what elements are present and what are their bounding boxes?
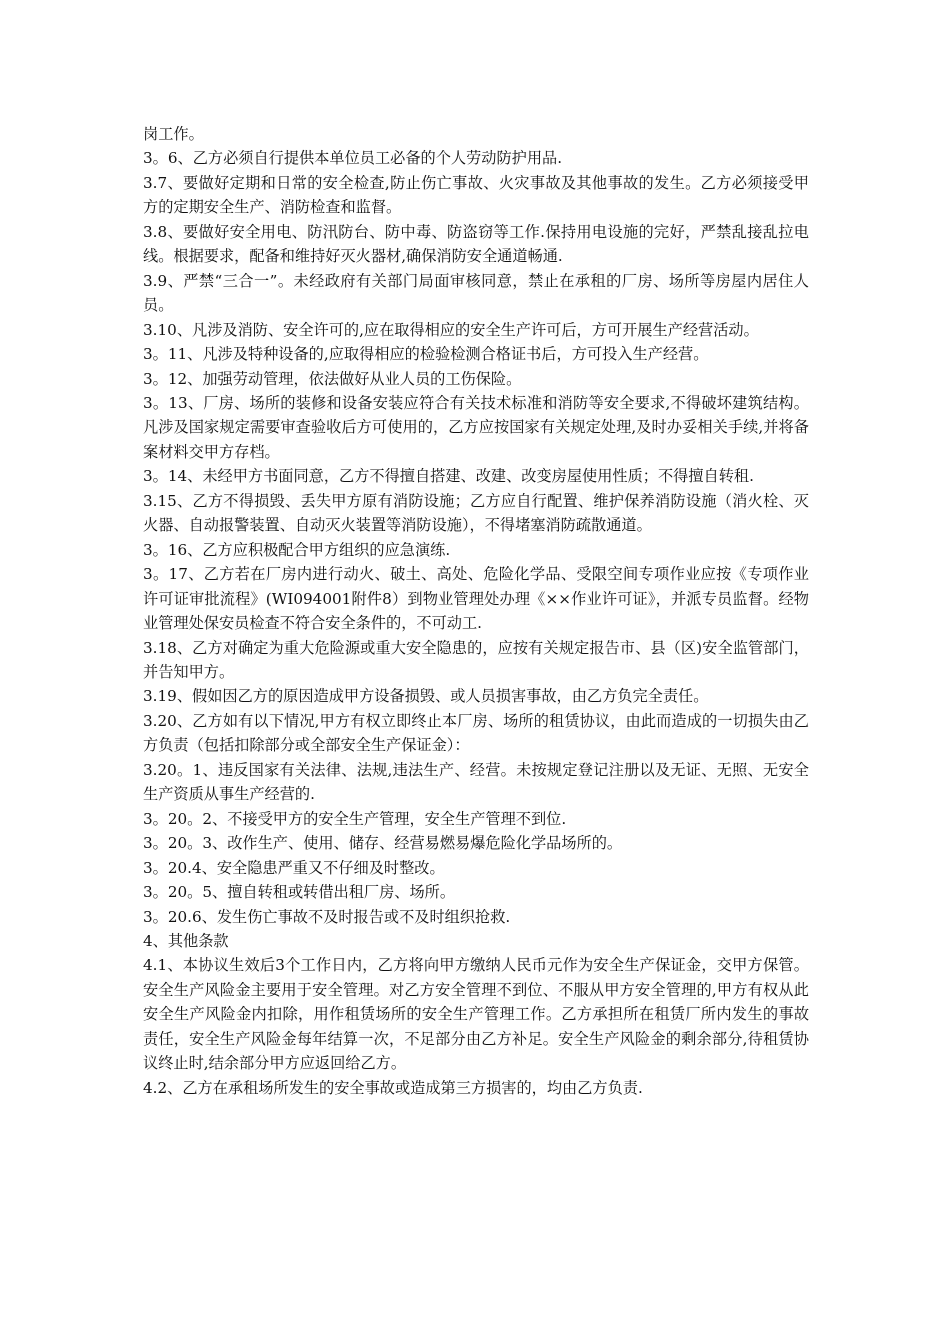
- paragraph-3-20-5: 3。20。5、擅自转租或转借出租厂房、场所。: [143, 883, 456, 902]
- paragraph-3-6: 3。6、乙方必须自行提供本单位员工必备的个人劳动防护用品.: [143, 149, 563, 168]
- paragraph-3-7: 3.7、要做好定期和日常的安全检查,防止伤亡事故、火灾事故及其他事故的发生。乙方必须接受甲方的定期安全生产、消防检查和监督。: [143, 173, 809, 217]
- paragraph-3-20-3: 3。20。3、改作生产、使用、储存、经营易燃易爆危险化学品场所的。: [143, 834, 623, 853]
- paragraph-3-11: 3。11、凡涉及特种设备的,应取得相应的检验检测合格证书后，方可投入生产经营。: [143, 345, 709, 364]
- paragraph-0: 岗工作。: [143, 125, 204, 143]
- paragraph-3-16: 3。16、乙方应积极配合甲方组织的应急演练.: [143, 540, 451, 559]
- section-heading-4: 4、其他条款: [143, 931, 229, 950]
- paragraph-3-20-2: 3。20。2、不接受甲方的安全生产管理，安全生产管理不到位.: [143, 809, 567, 828]
- paragraph-3-20-6: 3。20.6、发生伤亡事故不及时报告或不及时组织抢救.: [143, 907, 511, 926]
- paragraph-3-18: 3.18、乙方对确定为重大危险源或重大安全隐患的，应按有关规定报告市、县（区)安全监管部门，并告知甲方。: [143, 638, 809, 681]
- paragraph-3-14: 3。14、未经甲方书面同意，乙方不得擅自搭建、改建、改变房屋使用性质；不得擅自转租.: [143, 467, 754, 486]
- paragraph-3-15: 3.15、乙方不得损毁、丢失甲方原有消防设施；乙方应自行配置、维护保养消防设施（消火栓、灭火器、自动报警装置、自动灭火装置等消防设施），不得堵塞消防疏散通道。: [143, 491, 809, 535]
- paragraph-4-2: 4.2、乙方在承租场所发生的安全事故或造成第三方损害的，均由乙方负责.: [143, 1078, 643, 1097]
- paragraph-3-20-4: 3。20.4、安全隐患严重又不仔细及时整改。: [143, 858, 445, 877]
- paragraph-4-1: 4.1、本协议生效后3个工作日内，乙方将向甲方缴纳人民币元作为安全生产保证金，交甲方保管。安全生产风险金主要用于安全管理。对乙方安全管理不到位、不服从甲方安全管理的,甲方有权从此安全生产风险金内扣除，用作租赁场所的安全生产管理工作。乙方承担所在租赁厂所内发生的事故责任，安全生产风险金每年结算一次，不足部分由乙方补足。安全生产风险金的剩余部分,待租赁协议终止时,结余部分甲方应返回给乙方。: [143, 956, 809, 1073]
- paragraph-3-17: 3。17、乙方若在厂房内进行动火、破土、高处、危险化学品、受限空间专项作业应按《专项作业许可证审批流程》(WI094001附件8）到物业管理处办理《××作业许可证》，并派专员监督。经物业管理处保安员检查不符合安全条件的，不可动工.: [143, 565, 809, 633]
- paragraph-3-9: 3.9、严禁“三合一”。未经政府有关部门局面审核同意，禁止在承租的厂房、场所等房屋内居住人员。: [143, 271, 809, 315]
- paragraph-3-20: 3.20、乙方如有以下情况,甲方有权立即终止本厂房、场所的租赁协议，由此而造成的一切损失由乙方负责（包括扣除部分或全部安全生产保证金）：: [143, 711, 809, 755]
- paragraph-3-8: 3.8、要做好安全用电、防汛防台、防中毒、防盗窃等工作.保持用电设施的完好，严禁乱接乱拉电线。根据要求，配备和维持好灭火器材,确保消防安全通道畅通.: [143, 222, 809, 266]
- paragraph-3-19: 3.19、假如因乙方的原因造成甲方设备损毁、或人员损害事故，由乙方负完全责任。: [143, 687, 709, 706]
- paragraph-3-12: 3。12、加强劳动管理，依法做好从业人员的工伤保险。: [143, 369, 522, 388]
- document-body: [143, 122, 809, 1100]
- paragraph-3-13: 3。13、厂房、场所的装修和设备安装应符合有关技术标准和消防等安全要求,不得破坏建筑结构。凡涉及国家规定需要审查验收后方可使用的，乙方应按国家有关规定处理,及时办妥相关手续,并将备案材料交甲方存档。: [143, 393, 809, 461]
- paragraph-3-20-1: 3.20。1、违反国家有关法律、法规,违法生产、经营。未按规定登记注册以及无证、无照、无安全生产资质从事生产经营的.: [143, 760, 809, 804]
- paragraph-3-10: 3.10、凡涉及消防、安全许可的,应在取得相应的安全生产许可后，方可开展生产经营活动。: [143, 320, 759, 339]
